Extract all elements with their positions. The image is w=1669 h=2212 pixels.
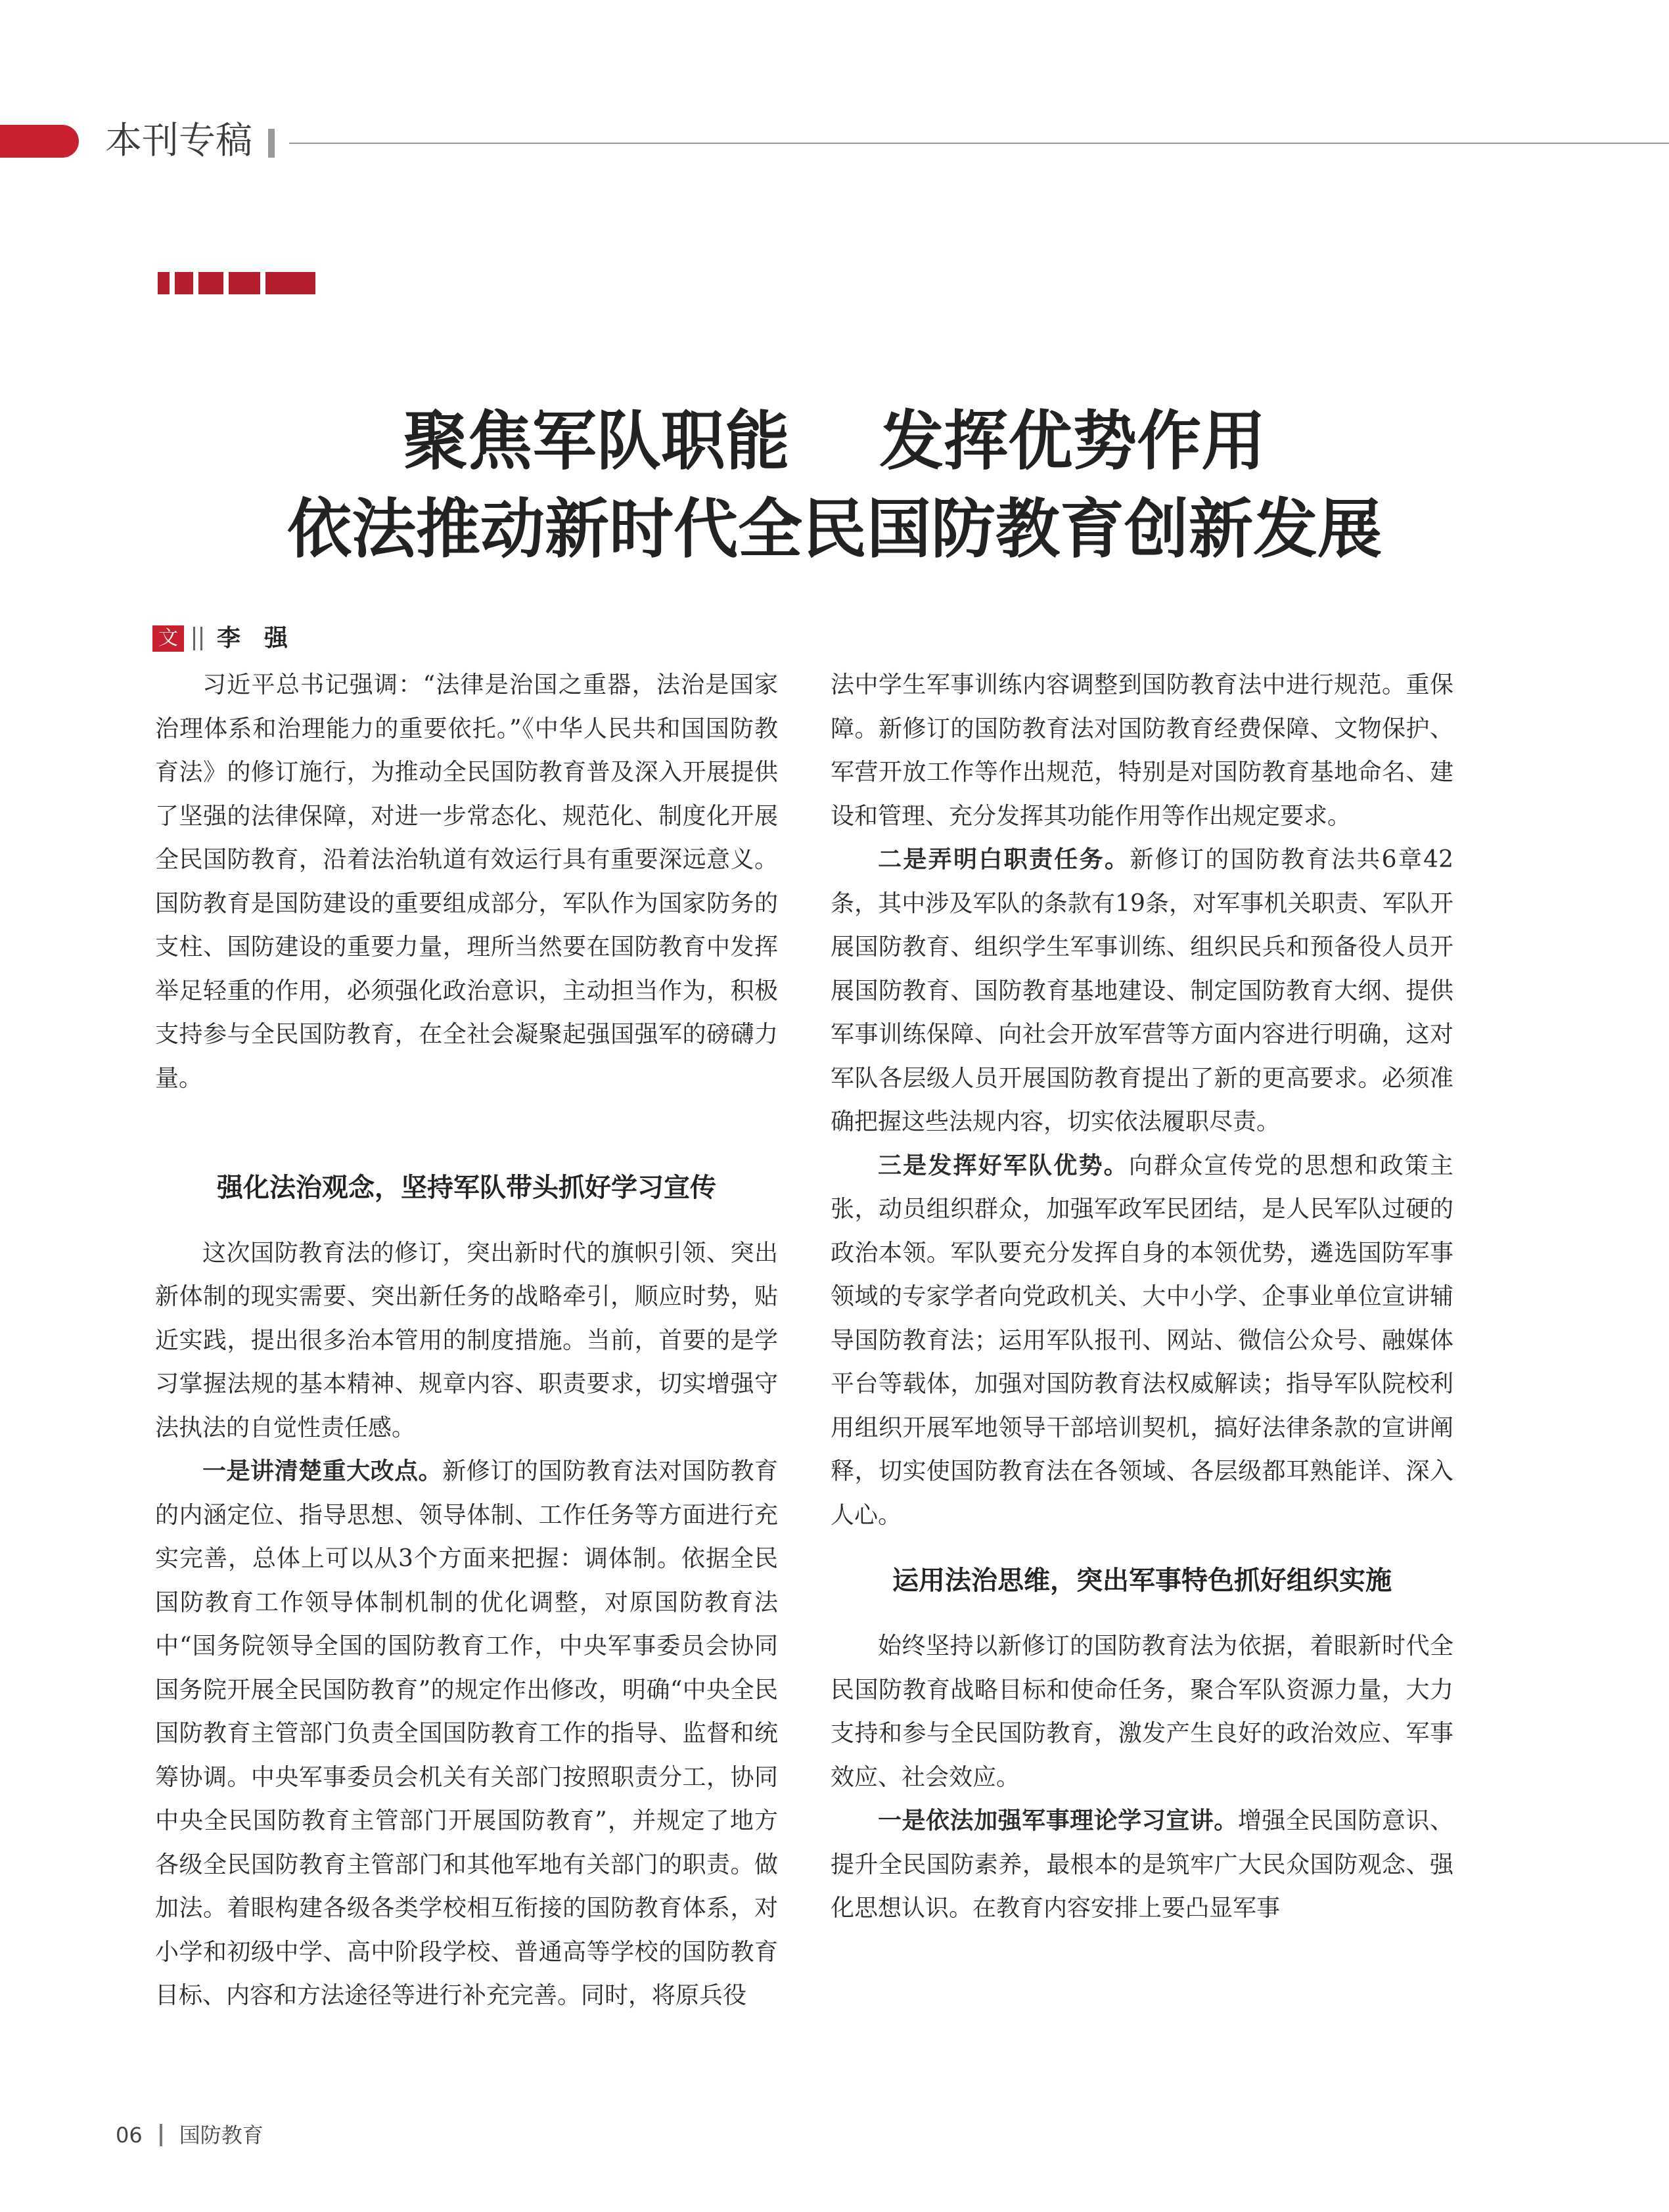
paragraph-text: 向群众宣传党的思想和政策主张，动员组织群众，加强军政军民团结，是人民军队过硬的政治本领。军队要充分发挥自身的本领优势，遴选国防军事领域的专家学者向党政机关、大中小学、企事业单位宣讲辅导国防教育法；运用军队报刊、网站、微信公众号、融媒体平台等载体，加强对国防教育法权威解读；指导军队院校利用组织开展军地领导干部培训契机，搞好法律条款的宣讲阐释，切实使国防教育法在各领域、各层级都耳熟能详、深入人心。 bbox=[831, 1152, 1453, 1529]
title-line-1: 聚焦军队职能 发挥优势作用 bbox=[403, 404, 1266, 479]
body-paragraph bbox=[155, 1450, 778, 2018]
square-decoration bbox=[265, 272, 315, 294]
square-decoration bbox=[198, 272, 223, 294]
section-divider-bar bbox=[268, 129, 275, 158]
intro-paragraph: 习近平总书记强调：“法律是治国之重器，法治是国家治理体系和治理能力的重要依托。”《中华人民共和国国防教育法》的修订施行，为推动全民国防教育普及深入开展提供了坚强的法律保障，对进一步常态化、规范化、制度化开展全民国防教育，沿着法治轨道有效运行具有重要深远意义。国防教育是国防建设的重要组成部分，军队作为国家防务的支柱、国防建设的重要力量，理所当然要在国防教育中发挥举足轻重的作用，必须强化政治意识，主动担当作为，积极支持参与全民国防教育，在全社会凝聚起强国强军的磅礴力量。 bbox=[155, 671, 778, 1092]
footer-divider bbox=[160, 2124, 162, 2146]
paragraph-text: 增强全民国防意识、提升全民国防素养，最根本的是筑牢广大民众国防观念、强化思想认识。在教育内容安排上要凸显军事 bbox=[831, 1807, 1453, 1922]
paragraph-text: 新修订的国防教育法对国防教育的内涵定位、指导思想、领导体制、工作任务等方面进行充实完善，总体上可以从3个方面来把握：调体制。依据全民国防教育工作领导体制机制的优化调整，对原国防教育法中“国务院领导全国的国防教育工作，中央军事委员会协同国务院开展全民国防教育”的规定作出修改，明确“中央全民国防教育主管部门负责全国国防教育工作的指导、监督和统筹协调。中央军事委员会机关有关部门按照职责分工，协同中央全民国防教育主管部门开展国防教育”，并规定了地方各级全民国防教育主管部门和其他军地有关部门的职责。做加法。着眼构建各级各类学校相互衔接的国防教育体系，对小学和初级中学、高中阶段学校、普通高等学校的国防教育目标、内容和方法途径等进行补充完善。同时，将原兵役 bbox=[155, 1458, 778, 2009]
paragraph-lead: 一是依法加强军事理论学习宣讲。 bbox=[878, 1807, 1238, 1834]
page-footer bbox=[116, 2121, 263, 2150]
decorative-squares bbox=[158, 272, 315, 294]
paragraph-text: 新修订的国防教育法共6章42条，其中涉及军队的条款有19条，对军事机关职责、军队开展国防教育、组织学生军事训练、组织民兵和预备役人员开展国防教育、国防教育基地建设、制定国防教育大纲、提供军事训练保障、向社会开放军营等方面内容进行明确，这对军队各层级人员开展国防教育提出了新的更高要求。必须准确把握这些法规内容，切实依法履职尽责。 bbox=[831, 846, 1453, 1135]
section-heading-1: 强化法治观念，坚持军队带头抓好学习宣传 bbox=[217, 1172, 716, 1203]
section-marker bbox=[0, 125, 79, 158]
journal-name: 国防教育 bbox=[179, 2123, 263, 2148]
article-title bbox=[0, 397, 1669, 574]
section-heading-2: 运用法治思维，突出军事特色抓好组织实施 bbox=[892, 1566, 1392, 1596]
spacer bbox=[155, 1100, 778, 1144]
byline-separator bbox=[193, 627, 202, 650]
body-paragraph bbox=[831, 1144, 1453, 1538]
paragraph-lead: 三是发挥好军队优势。 bbox=[878, 1152, 1129, 1179]
section-title: 本刊专稿 bbox=[105, 120, 252, 162]
left-column bbox=[155, 664, 778, 2018]
body-paragraph bbox=[831, 1799, 1453, 1931]
square-decoration bbox=[175, 272, 193, 294]
byline-badge: 文 bbox=[152, 625, 184, 652]
paragraph-lead: 一是讲清楚重大改点。 bbox=[202, 1458, 443, 1485]
author-name: 李 强 bbox=[217, 625, 288, 652]
body-paragraph: 这次国防教育法的修订，突出新时代的旗帜引领、突出新体制的现实需要、突出新任务的战略牵引，顺应时势，贴近实践，提出很多治本管用的制度措施。当前，首要的是学习掌握法规的基本精神、规章内容、职责要求，切实增强守法执法的自觉性责任感。 bbox=[155, 1239, 778, 1441]
body-paragraph: 始终坚持以新修订的国防教育法为依据，着眼新时代全民国防教育战略目标和使命任务，聚合军队资源力量，大力支持和参与全民国防教育，激发产生良好的政治效应、军事效应、社会效应。 bbox=[831, 1633, 1453, 1791]
paragraph-lead: 二是弄明白职责任务。 bbox=[878, 846, 1130, 873]
right-column bbox=[831, 664, 1453, 1931]
square-decoration bbox=[158, 272, 170, 294]
square-decoration bbox=[229, 272, 260, 294]
body-paragraph: 法中学生军事训练内容调整到国防教育法中进行规范。重保障。新修订的国防教育法对国防教育经费保障、文物保护、军营开放工作等作出规范，特别是对国防教育基地命名、建设和管理、充分发挥其功能作用等作出规定要求。 bbox=[831, 671, 1453, 830]
page-number: 06 bbox=[116, 2123, 143, 2148]
header-rule bbox=[289, 143, 1669, 144]
body-paragraph bbox=[831, 838, 1453, 1144]
title-line-2: 依法推动新时代全民国防教育创新发展 bbox=[286, 492, 1382, 567]
